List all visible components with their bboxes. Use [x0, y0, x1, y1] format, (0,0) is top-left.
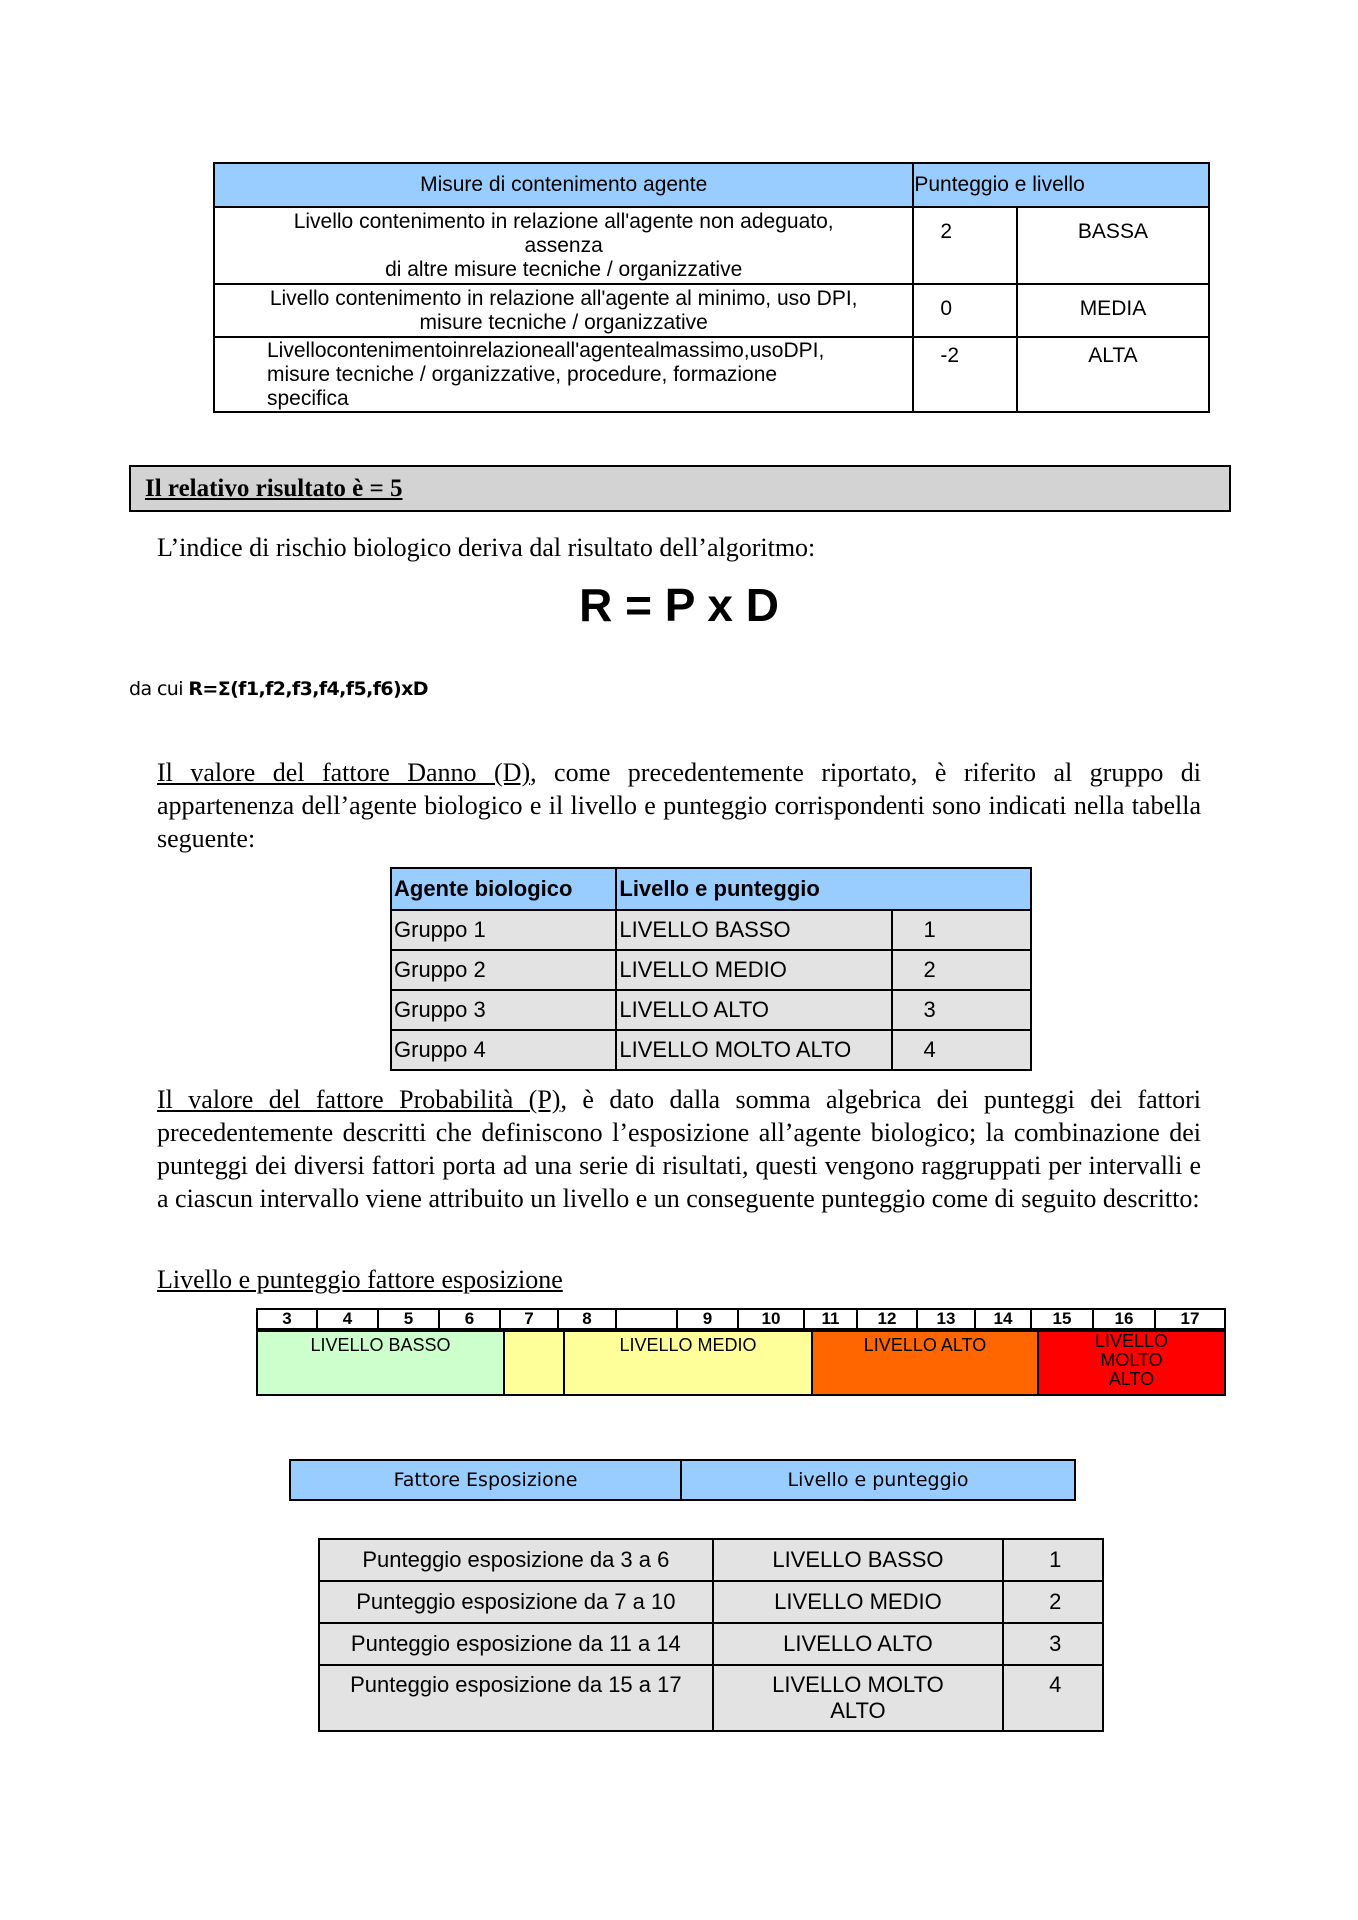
exposure-heading: Livello e punteggio fattore esposizione: [157, 1265, 563, 1294]
band-very-high: LIVELLO MOLTO ALTO: [1037, 1330, 1226, 1396]
containment-row-score: 0: [913, 284, 1017, 337]
scale-number: 7: [499, 1308, 559, 1330]
damage-paragraph: Il valore del fattore Danno (D), come precedentemente riportato, è riferito al gruppo di appartenenza dell’agente biologico e il livello e punteggio corrispondenti sono indicati nella tabella seguente:: [157, 758, 1201, 853]
agent-header: Agente biologico: [391, 868, 616, 910]
band-high: LIVELLO ALTO: [811, 1330, 1039, 1396]
scale-number: 9: [676, 1308, 739, 1330]
scale-number: 15: [1030, 1308, 1094, 1330]
factor-header-left: Fattore Esposizione: [290, 1460, 681, 1500]
containment-header-measure: Misure di contenimento agente: [214, 163, 913, 207]
exposure-scale: [256, 1308, 1226, 1396]
containment-row-desc: Livello contenimento in relazione all'agente al minimo, uso DPI, misure tecniche / organizzative: [214, 284, 913, 337]
containment-row-score: -2: [913, 337, 1017, 412]
containment-row-level: BASSA: [1017, 207, 1209, 284]
scale-number: 4: [316, 1308, 379, 1330]
band-medium-start: [503, 1330, 565, 1396]
table-row: Gruppo 2 LIVELLO MEDIO 2: [391, 950, 1031, 990]
scale-number: 3: [256, 1308, 318, 1330]
scale-number: 10: [737, 1308, 805, 1330]
containment-row-desc: Livello contenimento in relazione all'agente non adeguato, assenza di altre misure tecniche / organizzative: [214, 207, 913, 284]
containment-row-score: 2: [913, 207, 1017, 284]
table-row: Punteggio esposizione da 7 a 10 LIVELLO MEDIO 2: [319, 1581, 1103, 1623]
exposure-table: [318, 1538, 1104, 1732]
containment-row-desc: Livellocontenimentoinrelazioneall'agentealmassimo,usoDPI, misure tecniche / organizzative, procedure, formazione specifica: [214, 337, 913, 412]
result-text: Il relativo risultato è = 5: [145, 475, 403, 502]
scale-number: 6: [438, 1308, 501, 1330]
scale-number: 8: [557, 1308, 617, 1330]
scale-number: [615, 1308, 678, 1330]
scale-number: 16: [1092, 1308, 1156, 1330]
table-row: Gruppo 4 LIVELLO MOLTO ALTO 4: [391, 1030, 1031, 1070]
table-row: Gruppo 1 LIVELLO BASSO 1: [391, 910, 1031, 950]
table-row: Gruppo 3 LIVELLO ALTO 3: [391, 990, 1031, 1030]
sum-formula: R=Σ(f1,f2,f3,f4,f5,f6)xD: [188, 678, 428, 700]
scale-number: 5: [377, 1308, 440, 1330]
table-row: Punteggio esposizione da 11 a 14 LIVELLO ALTO 3: [319, 1623, 1103, 1665]
table-row: Punteggio esposizione da 3 a 6 LIVELLO BASSO 1: [319, 1539, 1103, 1581]
intro-line: L’indice di rischio biologico deriva dal risultato dell’algoritmo:: [157, 533, 816, 562]
scale-number: 14: [974, 1308, 1032, 1330]
scale-number: 12: [856, 1308, 918, 1330]
level-header: Livello e punteggio: [616, 868, 1031, 910]
containment-row-level: ALTA: [1017, 337, 1209, 412]
factor-header-table: [289, 1459, 1076, 1501]
scale-number: 17: [1154, 1308, 1226, 1330]
band-low: LIVELLO BASSO: [256, 1330, 505, 1396]
containment-row-level: MEDIA: [1017, 284, 1209, 337]
da-cui-line: da cui R=Σ(f1,f2,f3,f4,f5,f6)xD: [129, 678, 428, 700]
agent-group-table: [390, 867, 1032, 1071]
result-bar: [129, 465, 1231, 512]
band-medium: LIVELLO MEDIO: [563, 1330, 813, 1396]
containment-table: [213, 162, 1210, 413]
containment-header-score: Punteggio e livello: [913, 163, 1209, 207]
table-row: Punteggio esposizione da 15 a 17 LIVELLO MOLTO ALTO 4: [319, 1665, 1103, 1731]
scale-number: 11: [803, 1308, 858, 1330]
factor-header-right: Livello e punteggio: [681, 1460, 1075, 1500]
scale-number: 13: [916, 1308, 976, 1330]
probability-paragraph: Il valore del fattore Probabilità (P), è dato dalla somma algebrica dei punteggi dei fattori precedentemente descritti che definiscono l’esposizione all’agente biologico; la combinazione dei punteggi dei diversi fattori porta ad una serie di risultati, questi vengono raggruppati per intervalli e a ciascun intervallo viene attribuito un livello e un conseguente punteggio come di seguito descritto:: [157, 1085, 1201, 1213]
formula: R = P x D: [579, 579, 779, 631]
